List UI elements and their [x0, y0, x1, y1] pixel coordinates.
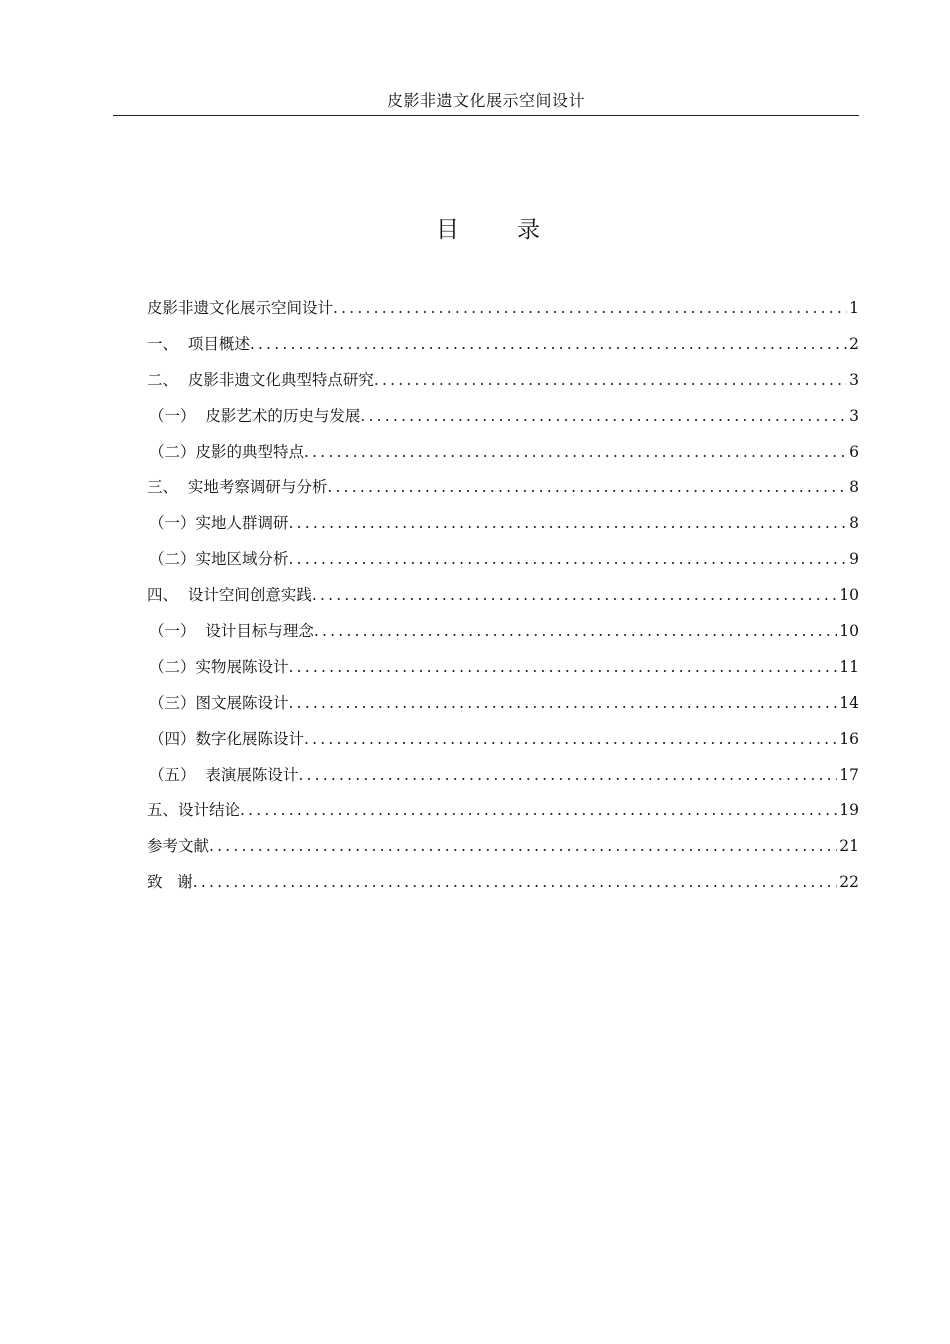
toc-entry-text: （一）实地人群调研 [149, 514, 289, 533]
toc-entry[interactable] [147, 758, 859, 794]
toc-entry-text: 致 谢 [147, 873, 193, 892]
toc-leader-dots [312, 578, 837, 614]
toc-entry[interactable] [147, 650, 859, 686]
toc-entry-page: 1 [849, 299, 859, 317]
toc-leader-dots [289, 686, 838, 722]
toc-entry-page: 9 [849, 550, 859, 569]
toc-leader-dots [193, 865, 837, 901]
toc-leader-dots [304, 435, 847, 471]
toc-entry-page: 3 [849, 370, 859, 389]
toc-entry-text: （一） 设计目标与理念 [149, 622, 314, 641]
toc-leader-dots [304, 722, 837, 758]
toc-entry-page: 14 [839, 693, 859, 712]
toc-entry-page: 19 [839, 801, 859, 820]
toc-leader-dots [209, 829, 837, 865]
toc-title-first: 目 [436, 217, 459, 243]
toc-entry-page: 10 [839, 586, 859, 605]
toc-leader-dots [327, 470, 847, 506]
toc-entry[interactable] [147, 291, 859, 327]
toc-entry-page: 8 [849, 514, 859, 533]
toc-leader-dots [289, 542, 848, 578]
toc-entry-page: 6 [849, 442, 859, 461]
toc-entry[interactable] [147, 793, 859, 829]
toc-leader-dots [240, 793, 837, 829]
toc-entry[interactable] [147, 829, 859, 865]
toc-entry-text: 二、 皮影非遗文化典型特点研究 [147, 370, 374, 389]
toc-leader-dots [333, 291, 847, 327]
toc-entry-page: 21 [839, 837, 859, 856]
toc-entry-page: 2 [849, 334, 859, 353]
toc-entry-page: 10 [839, 622, 859, 641]
header-title: 皮影非遗文化展示空间设计 [386, 91, 585, 110]
toc-leader-dots [289, 506, 848, 542]
toc-leader-dots [250, 327, 847, 363]
toc-entry-text: 皮影非遗文化展示空间设计 [147, 299, 334, 317]
toc-entry-text: 三、 实地考察调研与分析 [147, 478, 328, 497]
toc-entry-page: 22 [839, 873, 859, 892]
toc-entry[interactable] [147, 506, 859, 542]
toc-entry[interactable] [147, 399, 859, 435]
toc-leader-dots [374, 363, 847, 399]
toc-entry-text: （五） 表演展陈设计 [149, 765, 299, 784]
toc-entry[interactable] [147, 722, 859, 758]
toc-entry[interactable] [147, 686, 859, 722]
toc-leader-dots [289, 650, 838, 686]
toc-entry[interactable] [147, 542, 859, 578]
toc-entry[interactable] [147, 614, 859, 650]
toc-entry-page: 11 [839, 657, 859, 676]
toc-entry-text: （一） 皮影艺术的历史与发展 [149, 406, 361, 425]
toc-entry-text: （二）皮影的典型特点 [149, 442, 305, 461]
toc-entry[interactable] [147, 363, 859, 399]
toc-leader-dots [314, 614, 837, 650]
toc-entry-page: 8 [849, 478, 859, 497]
page-header [113, 88, 859, 116]
toc-entry-text: 四、 设计空间创意实践 [147, 586, 312, 605]
toc-entry[interactable] [147, 435, 859, 471]
toc-entry[interactable] [147, 470, 859, 506]
toc-entry-page: 16 [839, 729, 859, 748]
table-of-contents [147, 291, 859, 901]
toc-title [0, 212, 950, 248]
toc-leader-dots [298, 758, 837, 794]
toc-entry[interactable] [147, 327, 859, 363]
toc-entry-text: （四）数字化展陈设计 [149, 729, 305, 748]
toc-entry-text: （二）实地区域分析 [149, 550, 289, 569]
toc-entry-page: 17 [839, 765, 859, 784]
toc-entry-text: （二）实物展陈设计 [149, 657, 289, 676]
toc-entry-text: （三）图文展陈设计 [149, 693, 289, 712]
toc-title-second: 录 [517, 217, 540, 243]
toc-leader-dots [360, 399, 847, 435]
toc-entry-text: 一、 项目概述 [147, 334, 250, 353]
toc-entry[interactable] [147, 865, 859, 901]
toc-entry-text: 参考文献 [147, 837, 210, 856]
toc-entry[interactable] [147, 578, 859, 614]
toc-entry-text: 五、设计结论 [147, 801, 241, 820]
toc-entry-page: 3 [849, 406, 859, 425]
